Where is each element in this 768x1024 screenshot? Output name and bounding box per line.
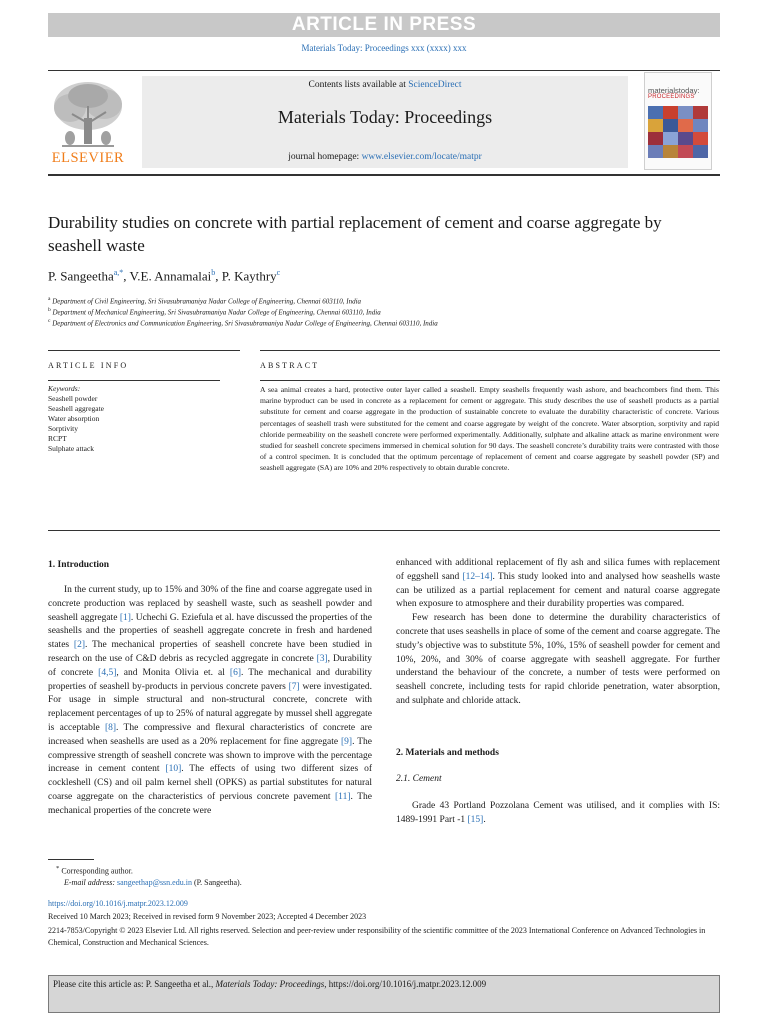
cover-brand-name: materialstoday:	[648, 86, 700, 95]
affiliation	[48, 318, 438, 327]
citation-text	[53, 979, 486, 989]
author-affiliation-mark[interactable]: a,*	[113, 268, 124, 277]
reference-link[interactable]: [11]	[335, 791, 351, 802]
contents-line	[142, 80, 628, 90]
citation-journal: Materials Today: Proceedings	[215, 979, 325, 989]
cover-brand-sub: PROCEEDINGS	[648, 94, 695, 100]
reference-link[interactable]: [10]	[165, 764, 182, 775]
copyright-statement: 2214-7853/Copyright © 2023 Elsevier Ltd. All rights reserved. Selection and peer-review under responsibility of the scientific committee of the 2023 International Conference on Advanced Technologies in Chemical, Construction and Mechanical Sciences.	[48, 926, 706, 947]
email-note	[64, 878, 242, 887]
elsevier-wordmark: ELSEVIER	[51, 150, 125, 166]
homepage-line	[142, 152, 628, 162]
abstract-top-rule	[260, 350, 720, 351]
email-label: E-mail address:	[64, 878, 118, 887]
author-affiliation-mark[interactable]: b	[211, 268, 216, 277]
section-heading-introduction: 1. Introduction	[48, 560, 110, 570]
email-link[interactable]: sangeethap@ssn.edu.in	[117, 878, 192, 887]
reference-link[interactable]: [8]	[104, 722, 117, 733]
affiliation-text: Department of Electronics and Communication Engineering, Sri Sivasubramaniya Nadar College of Engineering, Chennai 603110, India	[52, 319, 438, 328]
reference-link[interactable]: [6]	[229, 667, 241, 678]
reference-link[interactable]: [2]	[73, 640, 85, 651]
introduction-text: . The effects of using two different sizes of cockleshell (CS) and oil palm kernel shell (OPKS) as partial substitutes for natural coarse aggregate on the characteristics of pervious concrete pavement	[48, 764, 372, 802]
author-affiliation-mark[interactable]: c	[276, 268, 281, 277]
citation-prefix: Please cite this article as: P. Sangeetha et al.,	[53, 979, 216, 989]
doi-link[interactable]: https://doi.org/10.1016/j.matpr.2023.12.009	[48, 899, 188, 908]
header-top-rule	[48, 70, 720, 71]
introduction-text: , Durability of concrete	[48, 653, 372, 678]
author-separator: ,	[215, 268, 222, 284]
cement-paragraph	[396, 800, 720, 828]
author-name[interactable]: P. Kaythry	[221, 268, 277, 284]
received-dates: Received 10 March 2023; Received in revised form 9 November 2023; Accepted 4 December 2023	[48, 912, 367, 921]
author-name[interactable]: P. Sangeetha	[48, 268, 114, 284]
cover-mosaic-image	[648, 106, 708, 158]
keyword: Sorptivity	[48, 424, 79, 433]
reference-link[interactable]: [12–14]	[462, 571, 493, 582]
reference-link[interactable]: [1]	[119, 612, 131, 623]
author-separator: ,	[123, 268, 130, 284]
cement-text-end: .	[483, 814, 486, 825]
article-info-rule	[48, 380, 220, 381]
corresponding-text: Corresponding author.	[61, 866, 133, 876]
introduction-text: . The compressive strength of seashell concrete was shown to improve with the percentage increase in cement content	[48, 736, 372, 775]
author-name[interactable]: V.E. Annamalai	[129, 268, 212, 284]
introduction-text: . This study looked into and analysed how seashells waste can be utilized as a partial replacement for cement and natural coarse aggregate when exposure to atmosphere and their durability properties was compared.	[396, 571, 720, 610]
reference-link[interactable]: [4,5]	[98, 667, 117, 678]
article-info-heading: ARTICLE INFO	[48, 361, 129, 370]
introduction-text: In the current study, up to 15% and 30% of the fine and coarse aggregate used in concrete production was replaced by seashell waste, such as seashell powder and seashell aggregate	[48, 585, 372, 623]
homepage-prefix: journal homepage:	[288, 152, 362, 162]
introduction-text: . The compressive and flexural characteristics of concrete are increased when seashells are used as a 20% replacement for fine aggregate	[48, 722, 372, 747]
introduction-text: , and Monita Olivia et. al	[116, 667, 230, 678]
introduction-column-left	[48, 584, 372, 819]
header-bottom-rule	[48, 174, 720, 176]
introduction-paragraph-continued	[396, 557, 720, 612]
email-suffix: (P. Sangeetha).	[191, 878, 242, 887]
article-in-press-banner: ARTICLE IN PRESS	[48, 13, 720, 37]
introduction-text: . The mechanical and durability properties of seashell by-products in pervious concrete pavers	[48, 667, 372, 692]
affiliation-text: Department of Mechanical Engineering, Sri Sivasubramaniya Nadar College of Engineering, Chennai 603110, India	[52, 308, 381, 317]
affiliation-text: Department of Civil Engineering, Sri Sivasubramaniya Nadar College of Engineering, Chennai 603110, India	[52, 297, 362, 306]
affiliation-mark: a	[48, 296, 51, 302]
contents-prefix: Contents lists available at	[308, 80, 409, 90]
homepage-link[interactable]: www.elsevier.com/locate/matpr	[361, 152, 482, 162]
keyword: Seashell powder	[48, 394, 98, 403]
affiliation	[48, 307, 381, 316]
keyword: Seashell aggregate	[48, 404, 105, 413]
introduction-text: enhanced with additional replacement of fly ash and silica fumes with replacement of eggshell sand	[396, 558, 720, 582]
introduction-text: . Uchechi G. Eziefula et al. have discussed the properties of the seashells and the properties of seashell aggregate concrete in fresh and hardened states	[48, 612, 372, 651]
journal-title: Materials Today: Proceedings	[277, 107, 493, 127]
corresponding-author-note	[56, 865, 133, 876]
subsection-heading-cement: 2.1. Cement	[396, 774, 442, 784]
cement-text: Grade 43 Portland Pozzolana Cement was utilised, and it complies with IS: 1489-1991 Part -1	[396, 801, 720, 825]
abstract-heading: ABSTRACT	[260, 361, 320, 370]
citation-suffix[interactable]: , https://doi.org/10.1016/j.matpr.2023.12.009	[324, 979, 487, 989]
reference-link[interactable]: [3]	[316, 653, 328, 664]
article-title: Durability studies on concrete with partial replacement of cement and coarse aggregate by seashell waste	[48, 213, 662, 255]
keywords-label: Keywords:	[48, 384, 81, 393]
affiliation	[48, 296, 361, 305]
front-matter-bottom-rule	[48, 530, 720, 531]
introduction-paragraph	[48, 584, 372, 819]
keyword: Water absorption	[48, 414, 100, 423]
affiliation-mark: b	[48, 307, 51, 313]
corresponding-mark: *	[56, 865, 60, 872]
reference-link[interactable]: [7]	[288, 681, 300, 692]
keyword: RCPT	[48, 434, 67, 443]
reference-link[interactable]: [15]	[467, 814, 484, 825]
journal-reference[interactable]: Materials Today: Proceedings xxx (xxxx) xxx	[301, 43, 467, 53]
article-info-top-rule	[48, 350, 240, 351]
introduction-text: were investigated. For usage in simple structural and non-structural concrete, concrete with replacement percentages of up to 25% of natural aggregate by mussel shell aggregate is acceptable	[48, 681, 372, 733]
abstract-rule	[260, 380, 720, 381]
keyword: Sulphate attack	[48, 444, 95, 453]
introduction-paragraph: Few research has been done to determine the durability characteristics of concrete that uses seashells in place of some of the cement and coarse aggregate. The study’s objective was to substitute 5%, 10%, 15% of seashell powder for cement and 10%, 20%, and 30% of coarse aggregate with seashell aggregate. For further understand the behaviour of the concrete, a number of tests were performed on seashell concrete, including tests for rapid chloride penetration, water absorption, and sulphate and chloride attack.	[396, 613, 721, 706]
abstract-text: A sea animal creates a hard, protective outer layer called a seashell. Empty seashells frequently wash ashore, and beachcombers find them. This marine byproduct can be used in concrete as a replacement for cement or aggregate. This study describes the use of seashell products as a partial substitute for cement and coarse aggregate in the production of sustainable concrete to evaluate the durability characteristic of concrete. Various percentages of seashell trash were substituted for the cement and coarse aggregate by weight of the concrete. Water absorption, sorptivity and rapid chloride permeability on the seashell concrete were performed experimentally. Additionally, sulphate and alkaline attack as marine environment were studied for seashell concrete specimens immersed in chemical solution for 90 days. The seashell concrete’s durability traits were contrasted with those of a control specimen. It is concluded that the optimum percentage of replacement of cement and coarse aggregate by seashell powder (SP) and seashell aggregate (SA) are 10% and 20% respectively to obtain durable concrete.	[260, 385, 719, 473]
sciencedirect-link[interactable]: ScienceDirect	[408, 80, 462, 90]
introduction-text: . The mechanical properties of the concrete were	[48, 791, 372, 816]
introduction-column-right	[396, 557, 720, 709]
footnote-rule	[48, 859, 94, 860]
reference-link[interactable]: [9]	[341, 736, 353, 747]
affiliation-mark: c	[48, 318, 51, 324]
section-heading-methods: 2. Materials and methods	[396, 748, 499, 758]
keywords-list	[48, 394, 104, 454]
cover-brand	[648, 87, 708, 101]
introduction-text: . The mechanical properties of seashell concrete have been studied in research on the use of C&D debris as recycled aggregate in concrete	[48, 640, 372, 664]
author-list	[48, 268, 280, 284]
